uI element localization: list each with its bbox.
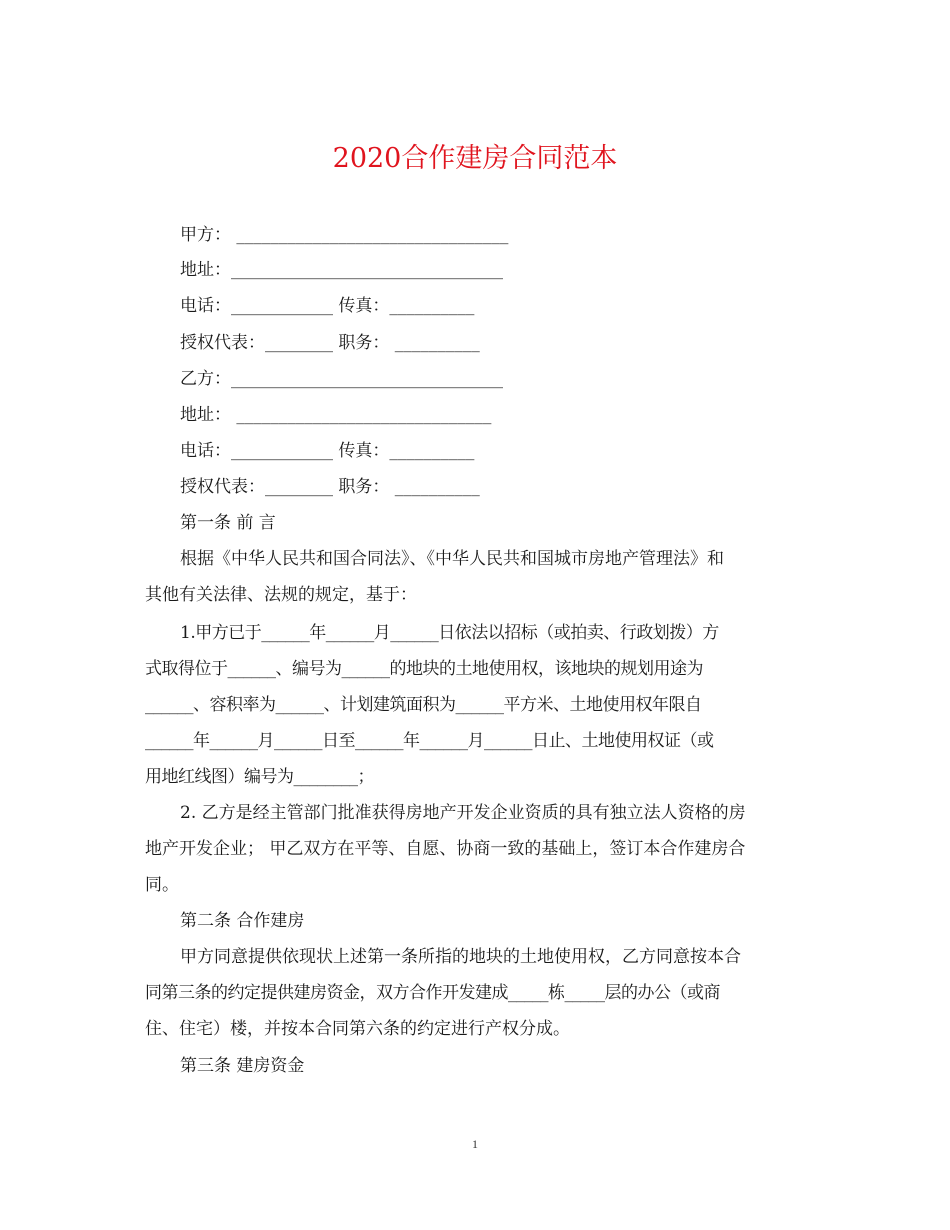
paragraph-line: ______、容积率为______、计划建筑面积为______平方米、土地使用权年限自 xyxy=(145,695,702,715)
paragraph-line: 同。 xyxy=(145,875,179,895)
paragraph-line: ______年______月______日至______年______月______日止、土地使用权证（或 xyxy=(145,731,714,751)
paragraph-line: 住、住宅）楼，并按本合同第六条的约定进行产权分成。 xyxy=(145,1019,570,1039)
paragraph-line: 同第三条的约定提供建房资金，双方合作开发建成_____栋_____层的办公（或商 xyxy=(145,983,720,1003)
page-number: 1 xyxy=(472,1137,478,1151)
paragraph-line: 地产开发企业； 甲乙双方在平等、自愿、协商一致的基础上，签订本合作建房合 xyxy=(145,839,746,859)
party-a-name-line: 甲方： ________________________________ xyxy=(180,225,509,245)
article-2-heading: 第二条 合作建房 xyxy=(180,911,305,931)
party-b-representative-line: 授权代表：________ 职务： __________ xyxy=(180,477,480,497)
party-a-address-line: 地址：________________________________ xyxy=(180,260,503,280)
article-3-heading: 第三条 建房资金 xyxy=(180,1056,305,1076)
paragraph-line: 1.甲方已于______年______月______日依法以招标（或拍卖、行政划拨）方 xyxy=(180,623,719,643)
party-b-phone-fax-line: 电话：____________ 传真：__________ xyxy=(180,441,475,461)
party-b-name-line: 乙方：________________________________ xyxy=(180,369,503,389)
party-b-address-line: 地址： ______________________________ xyxy=(180,405,492,425)
paragraph-line: 2. 乙方是经主管部门批准获得房地产开发企业资质的具有独立法人资格的房 xyxy=(180,803,746,823)
paragraph-line: 根据《中华人民共和国合同法》、《中华人民共和国城市房地产管理法》和 xyxy=(180,549,724,569)
paragraph-line: 用地红线图）编号为________； xyxy=(145,767,374,787)
party-a-phone-fax-line: 电话：____________ 传真：__________ xyxy=(180,296,475,316)
paragraph-line: 甲方同意提供依现状上述第一条所指的地块的土地使用权，乙方同意按本合 xyxy=(180,947,741,967)
article-1-heading: 第一条 前 言 xyxy=(180,513,276,533)
paragraph-line: 式取得位于______、编号为______的地块的土地使用权，该地块的规划用途为 xyxy=(145,659,703,679)
paragraph-line: 其他有关法律、法规的规定，基于： xyxy=(145,585,417,605)
party-a-representative-line: 授权代表：________ 职务： __________ xyxy=(180,333,480,353)
document-title: 2020合作建房合同范本 xyxy=(332,143,618,174)
